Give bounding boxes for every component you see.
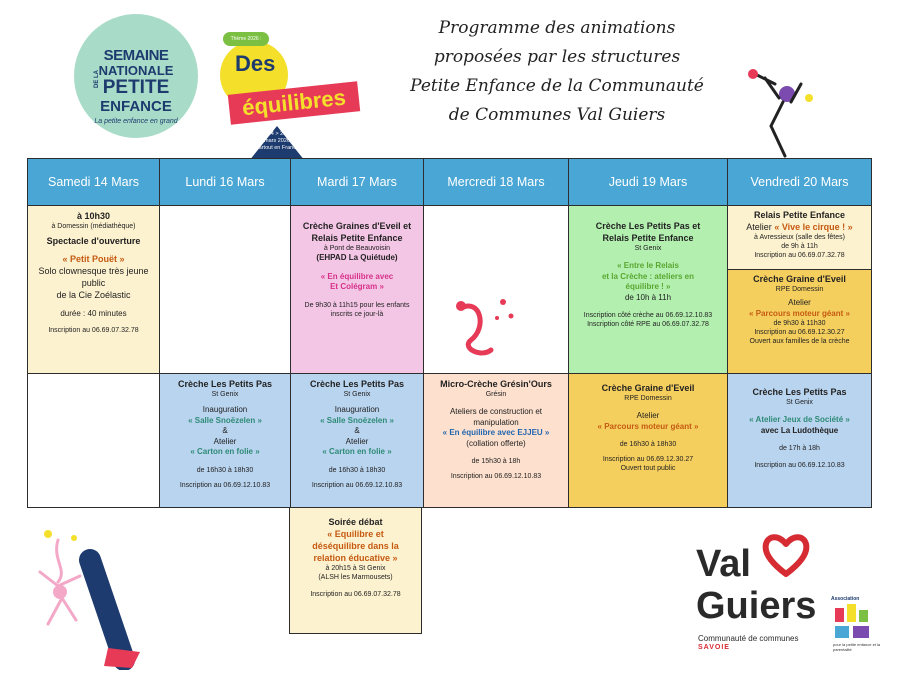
title-line-1: Programme des animations: [438, 18, 676, 38]
snpe-logo-tagline: La petite enfance en grand: [94, 118, 178, 125]
event-place: St Genix: [634, 245, 662, 252]
event-cell-mardi-r3: [289, 507, 422, 634]
event-title: « Atelier Jeux de Société »: [749, 415, 850, 424]
acrobat-figure-illustration: [735, 64, 815, 160]
event-name: Spectacle d'ouverture: [46, 236, 141, 246]
event-title: « Equilibre et: [327, 529, 384, 539]
snpe-logo-side: DE LA: [94, 70, 100, 88]
day-header-jeudi: Jeudi 19 Mars: [569, 159, 728, 206]
event-inscription: Inscription au 06.69.12.30.27: [754, 329, 845, 336]
event-type: Atelier: [636, 411, 660, 420]
event-name: Soirée débat: [328, 517, 383, 527]
event-title: « Salle Snoëzelen »: [320, 415, 394, 425]
event-inscription: Inscription au 06.69.07.32.78: [754, 252, 845, 259]
event-duration: durée : 40 minutes: [60, 309, 127, 318]
event-title: « Carton en folie »: [322, 447, 392, 456]
event-name: Crèche Les Petits Pas: [309, 379, 405, 389]
day-header-lundi: Lundi 16 Mars: [160, 159, 291, 206]
empty-cell-mercredi-r1: [424, 206, 569, 374]
event-title: relation éducative »: [313, 553, 398, 563]
snpe-logo-line1: SEMAINE: [103, 47, 169, 64]
event-name: Relais Petite Enfance: [753, 210, 846, 220]
event-type: Atelier: [345, 436, 369, 446]
event-inscription: Inscription au 06.69.12.30.27: [602, 456, 694, 463]
event-title: équilibre ! »: [625, 282, 671, 291]
event-title: « Salle Snoëzelen »: [188, 415, 262, 425]
day-header-mardi: Mardi 17 Mars: [291, 159, 424, 206]
event-inscription: Inscription côté RPE au 06.69.07.32.78: [587, 321, 709, 328]
event-type: Inauguration: [202, 405, 248, 414]
event-partner: avec La Ludothèque: [760, 425, 839, 435]
title-line-4: de Communes Val Guiers: [448, 105, 666, 125]
event-place: à Domessin (médiathèque): [51, 223, 136, 230]
event-name: Crèche Les Petits Pas: [177, 379, 273, 389]
event-time: de 9h à 11h: [781, 243, 818, 250]
event-inscription: Inscription au 06.69.07.32.78: [310, 591, 401, 598]
heart-icon: [760, 530, 812, 578]
event-place: St Genix: [211, 391, 239, 398]
event-cell-jeudi-r1: [569, 206, 728, 374]
theme-dates: [241, 131, 313, 152]
event-time: de 9h30 à 11h30: [773, 320, 826, 327]
theme-dates-line2: mars 2026: [264, 138, 290, 144]
event-cell-mardi-r2: [291, 374, 424, 508]
snpe-logo-line3: PETITE: [102, 77, 170, 98]
event-separator: &: [222, 426, 228, 435]
event-time: à 20h15 à St Genix: [325, 565, 386, 572]
event-place: (ALSH les Marmousets): [318, 574, 393, 581]
event-inscription: Inscription côté crèche au 06.69.12.10.83: [583, 312, 713, 319]
event-place: St Genix: [786, 399, 813, 406]
event-place: à Avressieux (salle des fêtes): [754, 234, 845, 241]
event-time: de 16h30 à 18h30: [619, 441, 677, 448]
val-guiers-logo-line1: Val: [696, 543, 751, 585]
event-description: Ateliers de construction et: [449, 407, 543, 416]
theme-equilibres-text: équilibres: [228, 81, 360, 124]
event-name: Crèche Les Petits Pas: [752, 387, 847, 397]
theme-des-text: Des: [235, 51, 276, 76]
event-cell-samedi-r1: [28, 206, 160, 374]
event-title: « Entre le Relais: [617, 261, 679, 270]
association-logo: [831, 596, 889, 656]
acrobat-figure-illustration: [441, 288, 531, 368]
event-time: de 16h30 à 18h30: [328, 466, 386, 474]
event-title: « Petit Pouët »: [62, 254, 125, 264]
event-prefix: Atelier: [746, 222, 775, 232]
day-header-mercredi: Mercredi 18 Mars: [424, 159, 569, 206]
event-name: Crèche Graines d'Eveil et: [302, 221, 412, 231]
event-time: à 10h30: [76, 211, 111, 221]
event-title: et la Crèche : ateliers en: [601, 271, 695, 281]
event-title: « Parcours moteur géant »: [749, 308, 850, 318]
event-title: « Vive le cirque ! »: [774, 222, 853, 232]
event-place: RPE Domessin: [624, 395, 672, 402]
val-guiers-subtitle: Communauté de communes: [698, 634, 799, 643]
day-header-samedi: Samedi 14 Mars: [28, 159, 160, 206]
event-note: Ouvert aux familles de la crèche: [749, 338, 850, 345]
event-inscription: Inscription au 06.69.12.10.83: [179, 481, 271, 489]
event-place: (EHPAD La Quiétude): [316, 253, 398, 262]
snpe-logo-line4: ENFANCE: [100, 98, 172, 115]
theme-dates-line3: Partout en France: [254, 145, 300, 151]
event-description: Solo clownesque très jeune: [38, 266, 149, 276]
snpe-logo: [74, 14, 198, 138]
page-title: [372, 14, 742, 130]
event-inscription: Inscription au 06.69.12.10.83: [311, 481, 403, 489]
event-time: de 10h à 11h: [624, 292, 672, 302]
event-place: Grésin: [485, 391, 507, 398]
theme-dates-line1: 14 > 21: [267, 131, 287, 137]
event-inscription: Inscription au 06.69.12.10.83: [754, 462, 845, 469]
event-inscription: Inscription au 06.69.12.10.83: [450, 473, 542, 480]
event-name: Crèche Graine d'Eveil: [753, 274, 846, 284]
event-name: Relais Petite Enfance: [602, 233, 694, 243]
schedule-table: [27, 158, 872, 508]
association-description: pour la petite enfance et la parentalité: [833, 642, 881, 652]
event-time: de 15h30 à 18h: [471, 458, 521, 465]
event-title: « Carton en folie »: [190, 447, 260, 456]
title-line-2: proposées par les structures: [433, 47, 681, 67]
event-title: « En équilibre avec: [320, 271, 394, 281]
title-line-3: Petite Enfance de la Communauté: [410, 76, 704, 96]
event-time: De 9h30 à 11h15 pour les enfants: [304, 301, 410, 309]
event-type: Atelier: [213, 436, 237, 446]
event-cell-vendredi-r1: [728, 206, 872, 374]
event-cell-mercredi-r2: [424, 374, 569, 508]
empty-cell-lundi-r1: [160, 206, 291, 374]
val-guiers-logo: [696, 530, 836, 660]
event-separator: &: [354, 426, 360, 435]
event-note: Ouvert tout public: [620, 465, 676, 472]
event-company: de la Cie Zoélastic: [56, 290, 131, 300]
event-type: Atelier: [788, 298, 811, 307]
event-place: RPE Domessin: [775, 286, 824, 293]
balancing-child-illustration: [28, 520, 148, 670]
event-place: à Pont de Beauvoisin: [323, 245, 391, 252]
event-title: déséquilibre dans la: [312, 541, 399, 551]
association-label: Association: [831, 596, 860, 602]
event-note: (collation offerte): [466, 438, 526, 448]
event-cell-lundi-r2: [160, 374, 291, 508]
val-guiers-region: SAVOIE: [698, 644, 730, 651]
event-type: Inauguration: [334, 405, 380, 414]
event-title: « En équilibre avec EJJEU »: [442, 428, 550, 437]
event-name: Crèche Les Petits Pas et: [595, 221, 701, 231]
event-time: de 17h à 18h: [779, 445, 820, 452]
event-title: Et Colégram »: [330, 282, 384, 291]
theme-year-badge: Thème 2026 :: [223, 32, 269, 46]
event-block-graine: [728, 270, 871, 373]
event-block-relais: [728, 206, 871, 270]
event-cell-vendredi-r2: [728, 374, 872, 508]
table-row: [28, 374, 872, 508]
event-title: « Parcours moteur géant »: [597, 421, 699, 431]
theme-logo: [205, 18, 365, 158]
event-name: Crèche Graine d'Eveil: [601, 383, 695, 393]
event-inscription: Inscription au 06.69.07.32.78: [48, 326, 139, 334]
val-guiers-logo-line2: Guiers: [696, 585, 817, 627]
event-cell-jeudi-r2: [569, 374, 728, 508]
event-description: public: [81, 278, 106, 288]
association-logo-shapes: [835, 604, 875, 642]
event-name: Micro-Crèche Grésin'Ours: [440, 379, 552, 389]
event-name: Relais Petite Enfance: [311, 233, 403, 243]
event-time: inscrits ce jour-là: [330, 310, 384, 318]
event-place: St Genix: [343, 391, 371, 398]
table-row: [28, 206, 872, 374]
empty-cell-samedi-r2: [28, 374, 160, 508]
event-cell-mardi-r1: [291, 206, 424, 374]
day-header-vendredi: Vendredi 20 Mars: [728, 159, 872, 206]
days-header-row: [28, 159, 872, 206]
event-description: manipulation: [473, 417, 519, 427]
event-time: de 16h30 à 18h30: [196, 466, 254, 474]
snpe-logo-line2: NATIONALE: [98, 63, 174, 78]
